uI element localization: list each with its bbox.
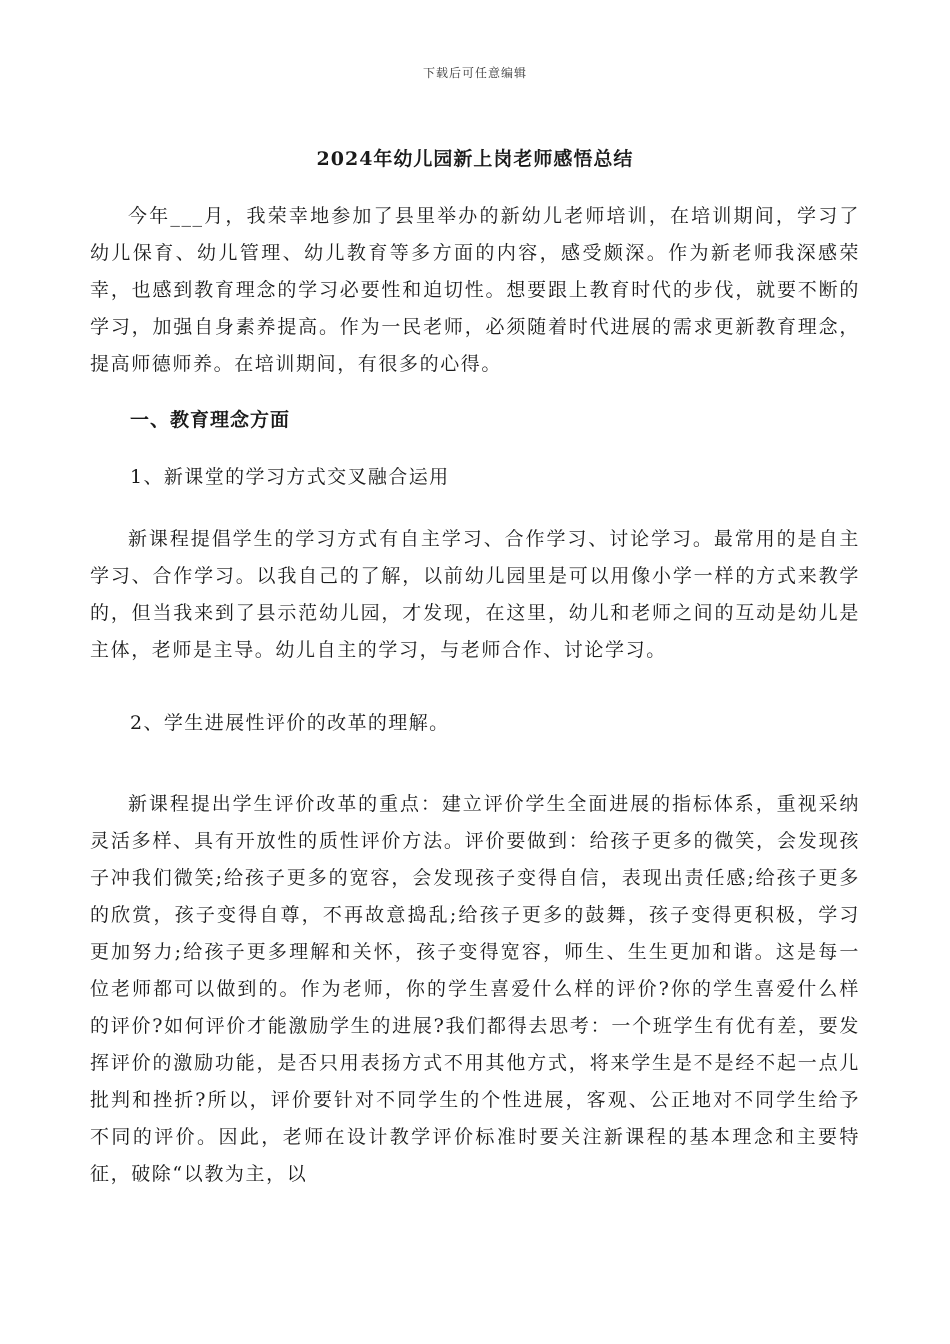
section-heading: 一、教育理念方面 — [130, 409, 291, 431]
subsection-heading-2: 2、学生进展性评价的改革的理解。 — [130, 712, 450, 734]
subsection-2-paragraph: 新课程提出学生评价改革的重点：建立评价学生全面进展的指标体系，重视采纳灵活多样、具有开放性的质性评价方法。评价要做到：给孩子更多的微笑，会发现孩子冲我们微笑;给孩子更多的宽容，会发现孩子变得自信，表现出责任感;给孩子更多的欣赏，孩子变得自尊，不再故意捣乱;给孩子更多的鼓舞，孩子变得更积极，学习更加努力;给孩子更多理解和关怀，孩子变得宽容，师生、生生更加和谐。这是每一位老师都可以做到的。作为老师，你的学生喜爱什么样的评价?你的学生喜爱什么样的评价?如何评价才能激励学生的进展?我们都得去思考：一个班学生有优有差，要发挥评价的激励功能，是否只用表扬方式不用其他方式，将来学生是不是经不起一点儿批判和挫折?所以，评价要针对不同学生的个性进展，客观、公正地对不同学生给予不同的评价。因此，老师在设计教学评价标准时要关注新课程的基本理念和主要特征，破除“以教为主，以 — [90, 793, 860, 1185]
document-title: 2024年幼儿园新上岗老师感悟总结 — [316, 148, 634, 170]
subsection-2-paragraph-block — [90, 786, 860, 1193]
subsection-heading-1: 1、新课堂的学习方式交叉融合运用 — [130, 466, 450, 488]
subsection-1-paragraph-block — [90, 521, 860, 669]
header-note: 下载后可任意编辑 — [422, 66, 527, 80]
subsection-1-paragraph: 新课程提倡学生的学习方式有自主学习、合作学习、讨论学习。最常用的是自主学习、合作学习。以我自己的了解，以前幼儿园里是可以用像小学一样的方式来教学的，但当我来到了县示范幼儿园，才发现，在这里，幼儿和老师之间的互动是幼儿是主体，老师是主导。幼儿自主的学习，与老师合作、讨论学习。 — [90, 528, 860, 661]
intro-paragraph-block — [90, 198, 860, 383]
intro-paragraph: 今年___月，我荣幸地参加了县里举办的新幼儿老师培训，在培训期间，学习了幼儿保育、幼儿管理、幼儿教育等多方面的内容，感受颇深。作为新老师我深感荣幸，也感到教育理念的学习必要性和迫切性。想要跟上教育时代的步伐，就要不断的学习，加强自身素养提高。作为一民老师，必须随着时代进展的需求更新教育理念，提高师德师养。在培训期间，有很多的心得。 — [90, 205, 860, 375]
